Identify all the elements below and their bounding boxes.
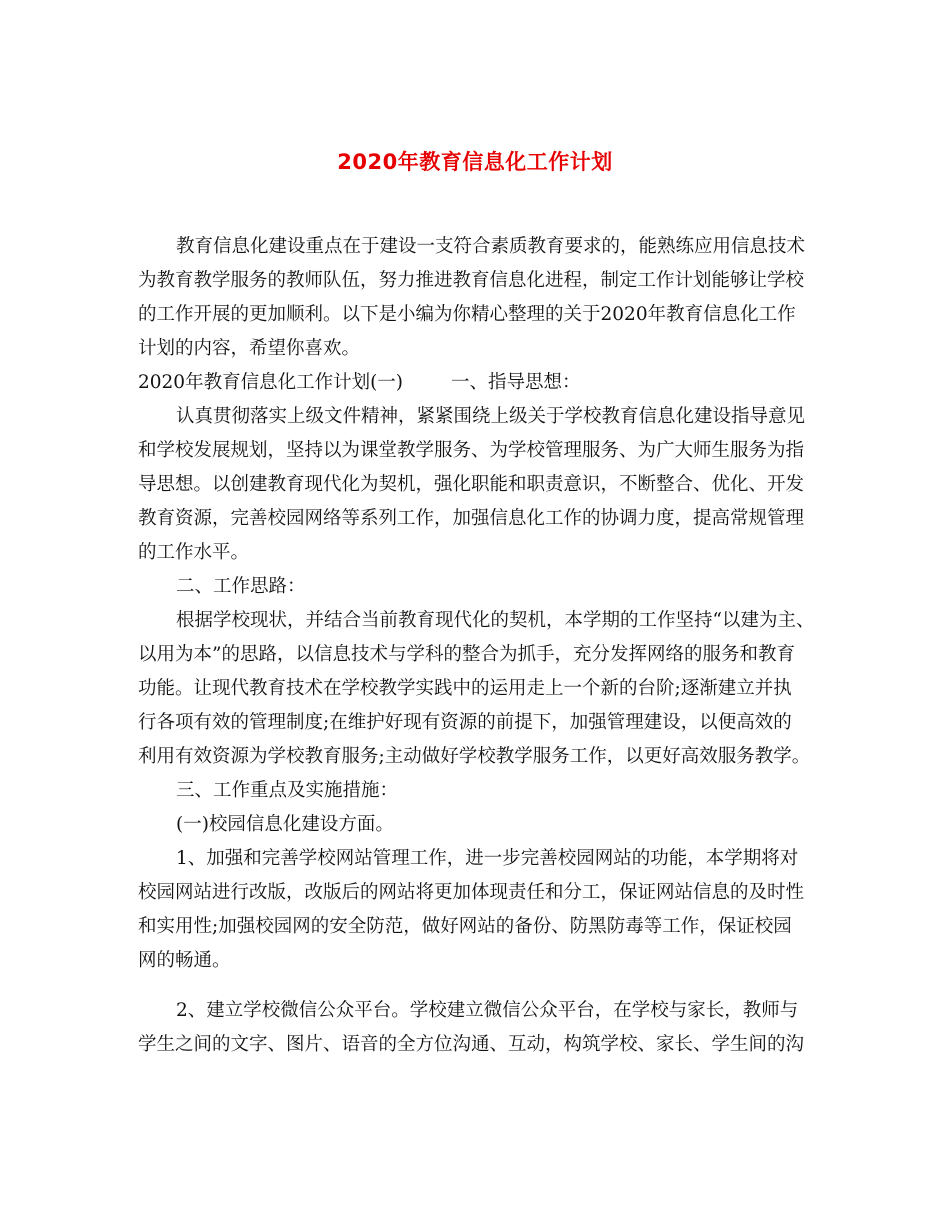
paragraph-line: 校园网站进行改版，改版后的网站将更加体现责任和分工，保证网站信息的及时性 — [138, 882, 805, 903]
paragraph-line: 利用有效资源为学校教育服务;主动做好学校教学服务工作，以更好高效服务教学。 — [138, 746, 811, 767]
paragraph-line: 教育信息化建设重点在于建设一支符合素质教育要求的，能熟练应用信息技术 — [176, 236, 806, 257]
paragraph-line: 导思想。以创建教育现代化为契机，强化职能和职责意识，不断整合、优化、开发 — [138, 474, 805, 495]
paragraph-line: 2、建立学校微信公众平台。学校建立微信公众平台，在学校与家长，教师与 — [176, 1000, 799, 1021]
section-heading: 一、指导思想： — [451, 372, 581, 393]
paragraph-line: 认真贯彻落实上级文件精神，紧紧围绕上级关于学校教育信息化建设指导意见 — [176, 406, 806, 427]
subtitle-text: 2020年教育信息化工作计划(一) — [138, 372, 404, 393]
paragraph-line: 学生之间的文字、图片、语音的全方位沟通、互动，构筑学校、家长、学生间的沟 — [138, 1034, 805, 1055]
paragraph-line: 功能。让现代教育技术在学校教学实践中的运用走上一个新的台阶;逐渐建立并执 — [138, 678, 792, 699]
section-heading-line — [138, 372, 581, 394]
document-title: 2020年教育信息化工作计划 — [337, 150, 613, 174]
subsection-heading: (一)校园信息化建设方面。 — [176, 814, 394, 835]
paragraph-line: 的工作水平。 — [138, 542, 250, 563]
paragraph-line: 根据学校现状，并结合当前教育现代化的契机，本学期的工作坚持“以建为主、 — [176, 610, 815, 631]
paragraph-line: 计划的内容，希望你喜欢。 — [138, 338, 361, 359]
paragraph-line: 的工作开展的更加顺利。以下是小编为你精心整理的关于2020年教育信息化工作 — [138, 304, 796, 325]
paragraph-line: 1、加强和完善学校网站管理工作，进一步完善校园网站的功能，本学期将对 — [176, 848, 799, 869]
paragraph-line: 为教育教学服务的教师队伍，努力推进教育信息化进程，制定工作计划能够让学校 — [138, 270, 805, 291]
paragraph-line: 以用为本”的思路，以信息技术与学科的整合为抓手，充分发挥网络的服务和教育 — [138, 644, 795, 665]
paragraph-line: 和学校发展规划，坚持以为课堂教学服务、为学校管理服务、为广大师生服务为指 — [138, 440, 805, 461]
paragraph-line: 行各项有效的管理制度;在维护好现有资源的前提下，加强管理建设，以便高效的 — [138, 712, 792, 733]
paragraph-line: 网的畅通。 — [138, 950, 231, 971]
section-heading: 三、工作重点及实施措施： — [176, 780, 399, 801]
paragraph-line: 和实用性;加强校园网的安全防范，做好网站的备份、防黑防毒等工作，保证校园 — [138, 916, 792, 937]
section-heading: 二、工作思路： — [176, 576, 306, 597]
paragraph-line: 教育资源，完善校园网络等系列工作，加强信息化工作的协调力度，提高常规管理 — [138, 508, 805, 529]
